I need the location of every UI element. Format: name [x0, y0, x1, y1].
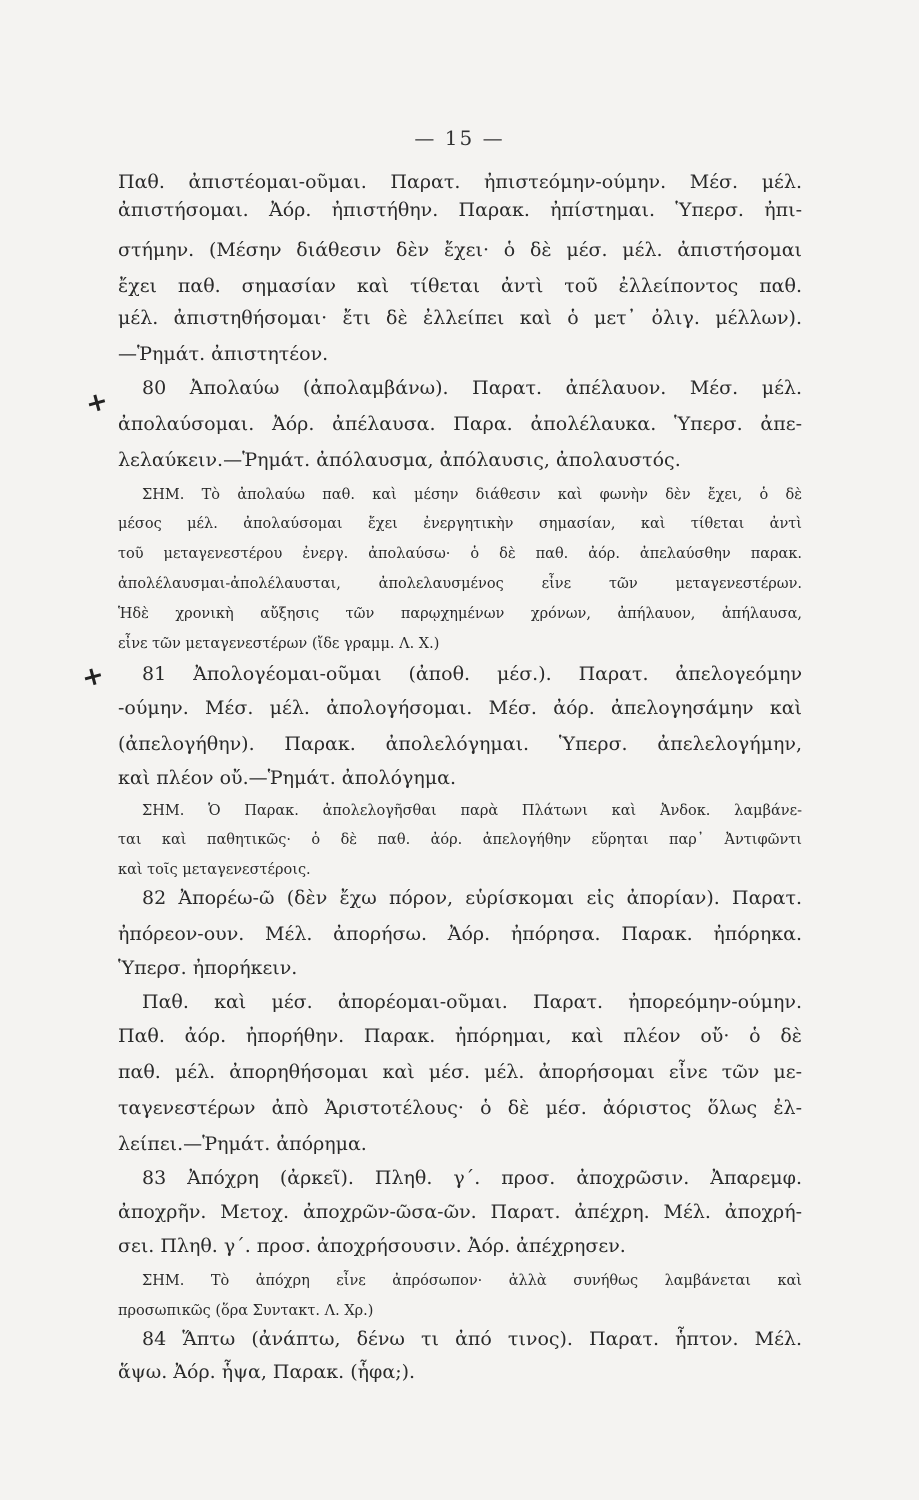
margin-cross-mark: +: [82, 385, 112, 421]
text-line: παθ. μέλ. ἀπορηθήσομαι καὶ μέσ. μέλ. ἀπορήσομαι εἶνε τῶν με-: [118, 1061, 802, 1083]
text-line: 80 Ἀπολαύω (ἀπολαμβάνω). Παρατ. ἀπέλαυον. Μέσ. μέλ.: [142, 377, 802, 399]
note-line: ἀπολέλαυσμαι-ἀπολέλαυσται, ἀπολελαυσμένος εἶνε τῶν μεταγενεστέρων.: [118, 576, 802, 592]
text-line: στήμην. (Μέσην διάθεσιν δὲν ἔχει· ὁ δὲ μέσ. μέλ. ἀπιστήσομαι: [118, 239, 802, 261]
text-line: Παθ. καὶ μέσ. ἀπορέομαι-οῦμαι. Παρατ. ἠπορεόμην-ούμην.: [142, 991, 802, 1013]
note-line: τοῦ μεταγενεστέρου ἐνεργ. ἀπολαύσω· ὁ δὲ παθ. ἀόρ. ἀπελαύσθην παρακ.: [118, 546, 802, 562]
text-line: ἀπολαύσομαι. Ἀόρ. ἀπέλαυσα. Παρα. ἀπολέλαυκα. Ὑπερσ. ἀπε-: [118, 413, 802, 435]
note-line: ται καὶ παθητικῶς· ὁ δὲ παθ. ἀόρ. ἀπελογήθην εὕρηται παρ᾽ Ἀντιφῶντι: [118, 832, 802, 848]
text-line: λελαύκειν.—Ῥημάτ. ἀπόλαυσμα, ἀπόλαυσις, ἀπολαυστός.: [118, 449, 681, 471]
page-number: — 15 —: [414, 126, 505, 150]
text-line: λείπει.—Ῥημάτ. ἀπόρημα.: [118, 1133, 367, 1155]
text-line: —Ῥημάτ. ἀπιστητέον.: [118, 343, 329, 365]
text-line: ἀποχρῆν. Μετοχ. ἀποχρῶν-ῶσα-ῶν. Παρατ. ἀπέχρη. Μέλ. ἀποχρή-: [118, 1201, 802, 1223]
note-line: μέσος μέλ. ἀπολαύσομαι ἔχει ἐνεργητικὴν σημασίαν, καὶ τίθεται ἀντὶ: [118, 516, 802, 532]
note-line: ΣΗΜ. Τὸ ἀπολαύω παθ. καὶ μέσην διάθεσιν καὶ φωνὴν δὲν ἔχει, ὁ δὲ: [142, 487, 802, 503]
text-line: μέλ. ἀπιστηθήσομαι· ἔτι δὲ ἐλλείπει καὶ ὁ μετ᾽ ὀλιγ. μέλλων).: [118, 307, 802, 329]
note-line: Ἡδὲ χρονικὴ αὔξησις τῶν παρῳχημένων χρόνων, ἀπήλαυον, ἀπήλαυσα,: [118, 606, 802, 622]
text-line: Παθ. ἀπιστέομαι-οῦμαι. Παρατ. ἠπιστεόμην-ούμην. Μέσ. μέλ.: [118, 171, 802, 193]
text-line: ἀπιστήσομαι. Ἀόρ. ἠπιστήθην. Παρακ. ἠπίστημαι. Ὑπερσ. ἠπι-: [118, 199, 802, 221]
text-line: (ἀπελογήθην). Παρακ. ἀπολελόγημαι. Ὑπερσ. ἀπελελογήμην,: [118, 733, 802, 755]
note-line: εἶνε τῶν μεταγενεστέρων (ἴδε γραμμ. Λ. Χ.): [118, 636, 440, 652]
text-line: σει. Πληθ. γ΄. προσ. ἀποχρήσουσιν. Ἀόρ. ἀπέχρησεν.: [118, 1235, 626, 1257]
note-line: προσωπικῶς (ὅρα Συντακτ. Λ. Χρ.): [118, 1303, 374, 1319]
note-line: καὶ τοῖς μεταγενεστέροις.: [118, 862, 311, 878]
note-line: ΣΗΜ. Ὁ Παρακ. ἀπολελογῆσθαι παρὰ Πλάτωνι καὶ Ἀνδοκ. λαμβάνε-: [142, 803, 802, 819]
text-line: ἅψω. Ἀόρ. ἧψα, Παρακ. (ἧφα;).: [118, 1361, 416, 1383]
text-line: 84 Ἅπτω (ἀνάπτω, δένω τι ἀπό τινος). Παρατ. ἧπτον. Μέλ.: [142, 1328, 802, 1350]
margin-cross-mark: +: [78, 659, 108, 695]
text-line: 81 Ἀπολογέομαι-οῦμαι (ἀποθ. μέσ.). Παρατ. ἀπελογεόμην: [142, 663, 802, 685]
text-line: -ούμην. Μέσ. μέλ. ἀπολογήσομαι. Μέσ. ἀόρ. ἀπελογησάμην καὶ: [118, 697, 802, 719]
text-line: Παθ. ἀόρ. ἠπορήθην. Παρακ. ἠπόρημαι, καὶ πλέον οὔ· ὁ δὲ: [118, 1025, 802, 1047]
text-line: ἔχει παθ. σημασίαν καὶ τίθεται ἀντὶ τοῦ ἐλλείποντος παθ.: [118, 275, 802, 297]
text-line: 83 Ἀπόχρη (ἀρκεῖ). Πληθ. γ΄. προσ. ἀποχρῶσιν. Ἀπαρεμφ.: [142, 1167, 802, 1189]
text-line: ἠπόρεον-ουν. Μέλ. ἀπορήσω. Ἀόρ. ἠπόρησα. Παρακ. ἠπόρηκα.: [118, 923, 802, 945]
text-line: ταγενεστέρων ἀπὸ Ἀριστοτέλους· ὁ δὲ μέσ. ἀόριστος ὅλως ἐλ-: [118, 1097, 802, 1119]
text-line: 82 Ἀπορέω-ῶ (δὲν ἔχω πόρον, εὑρίσκομαι εἰς ἀπορίαν). Παρατ.: [142, 887, 802, 909]
note-line: ΣΗΜ. Τὸ ἀπόχρη εἶνε ἀπρόσωπον· ἀλλὰ συνήθως λαμβάνεται καὶ: [142, 1273, 802, 1289]
text-line: καὶ πλέον οὔ.—Ῥημάτ. ἀπολόγημα.: [118, 767, 456, 789]
text-line: Ὑπερσ. ἠπορήκειν.: [118, 957, 298, 979]
